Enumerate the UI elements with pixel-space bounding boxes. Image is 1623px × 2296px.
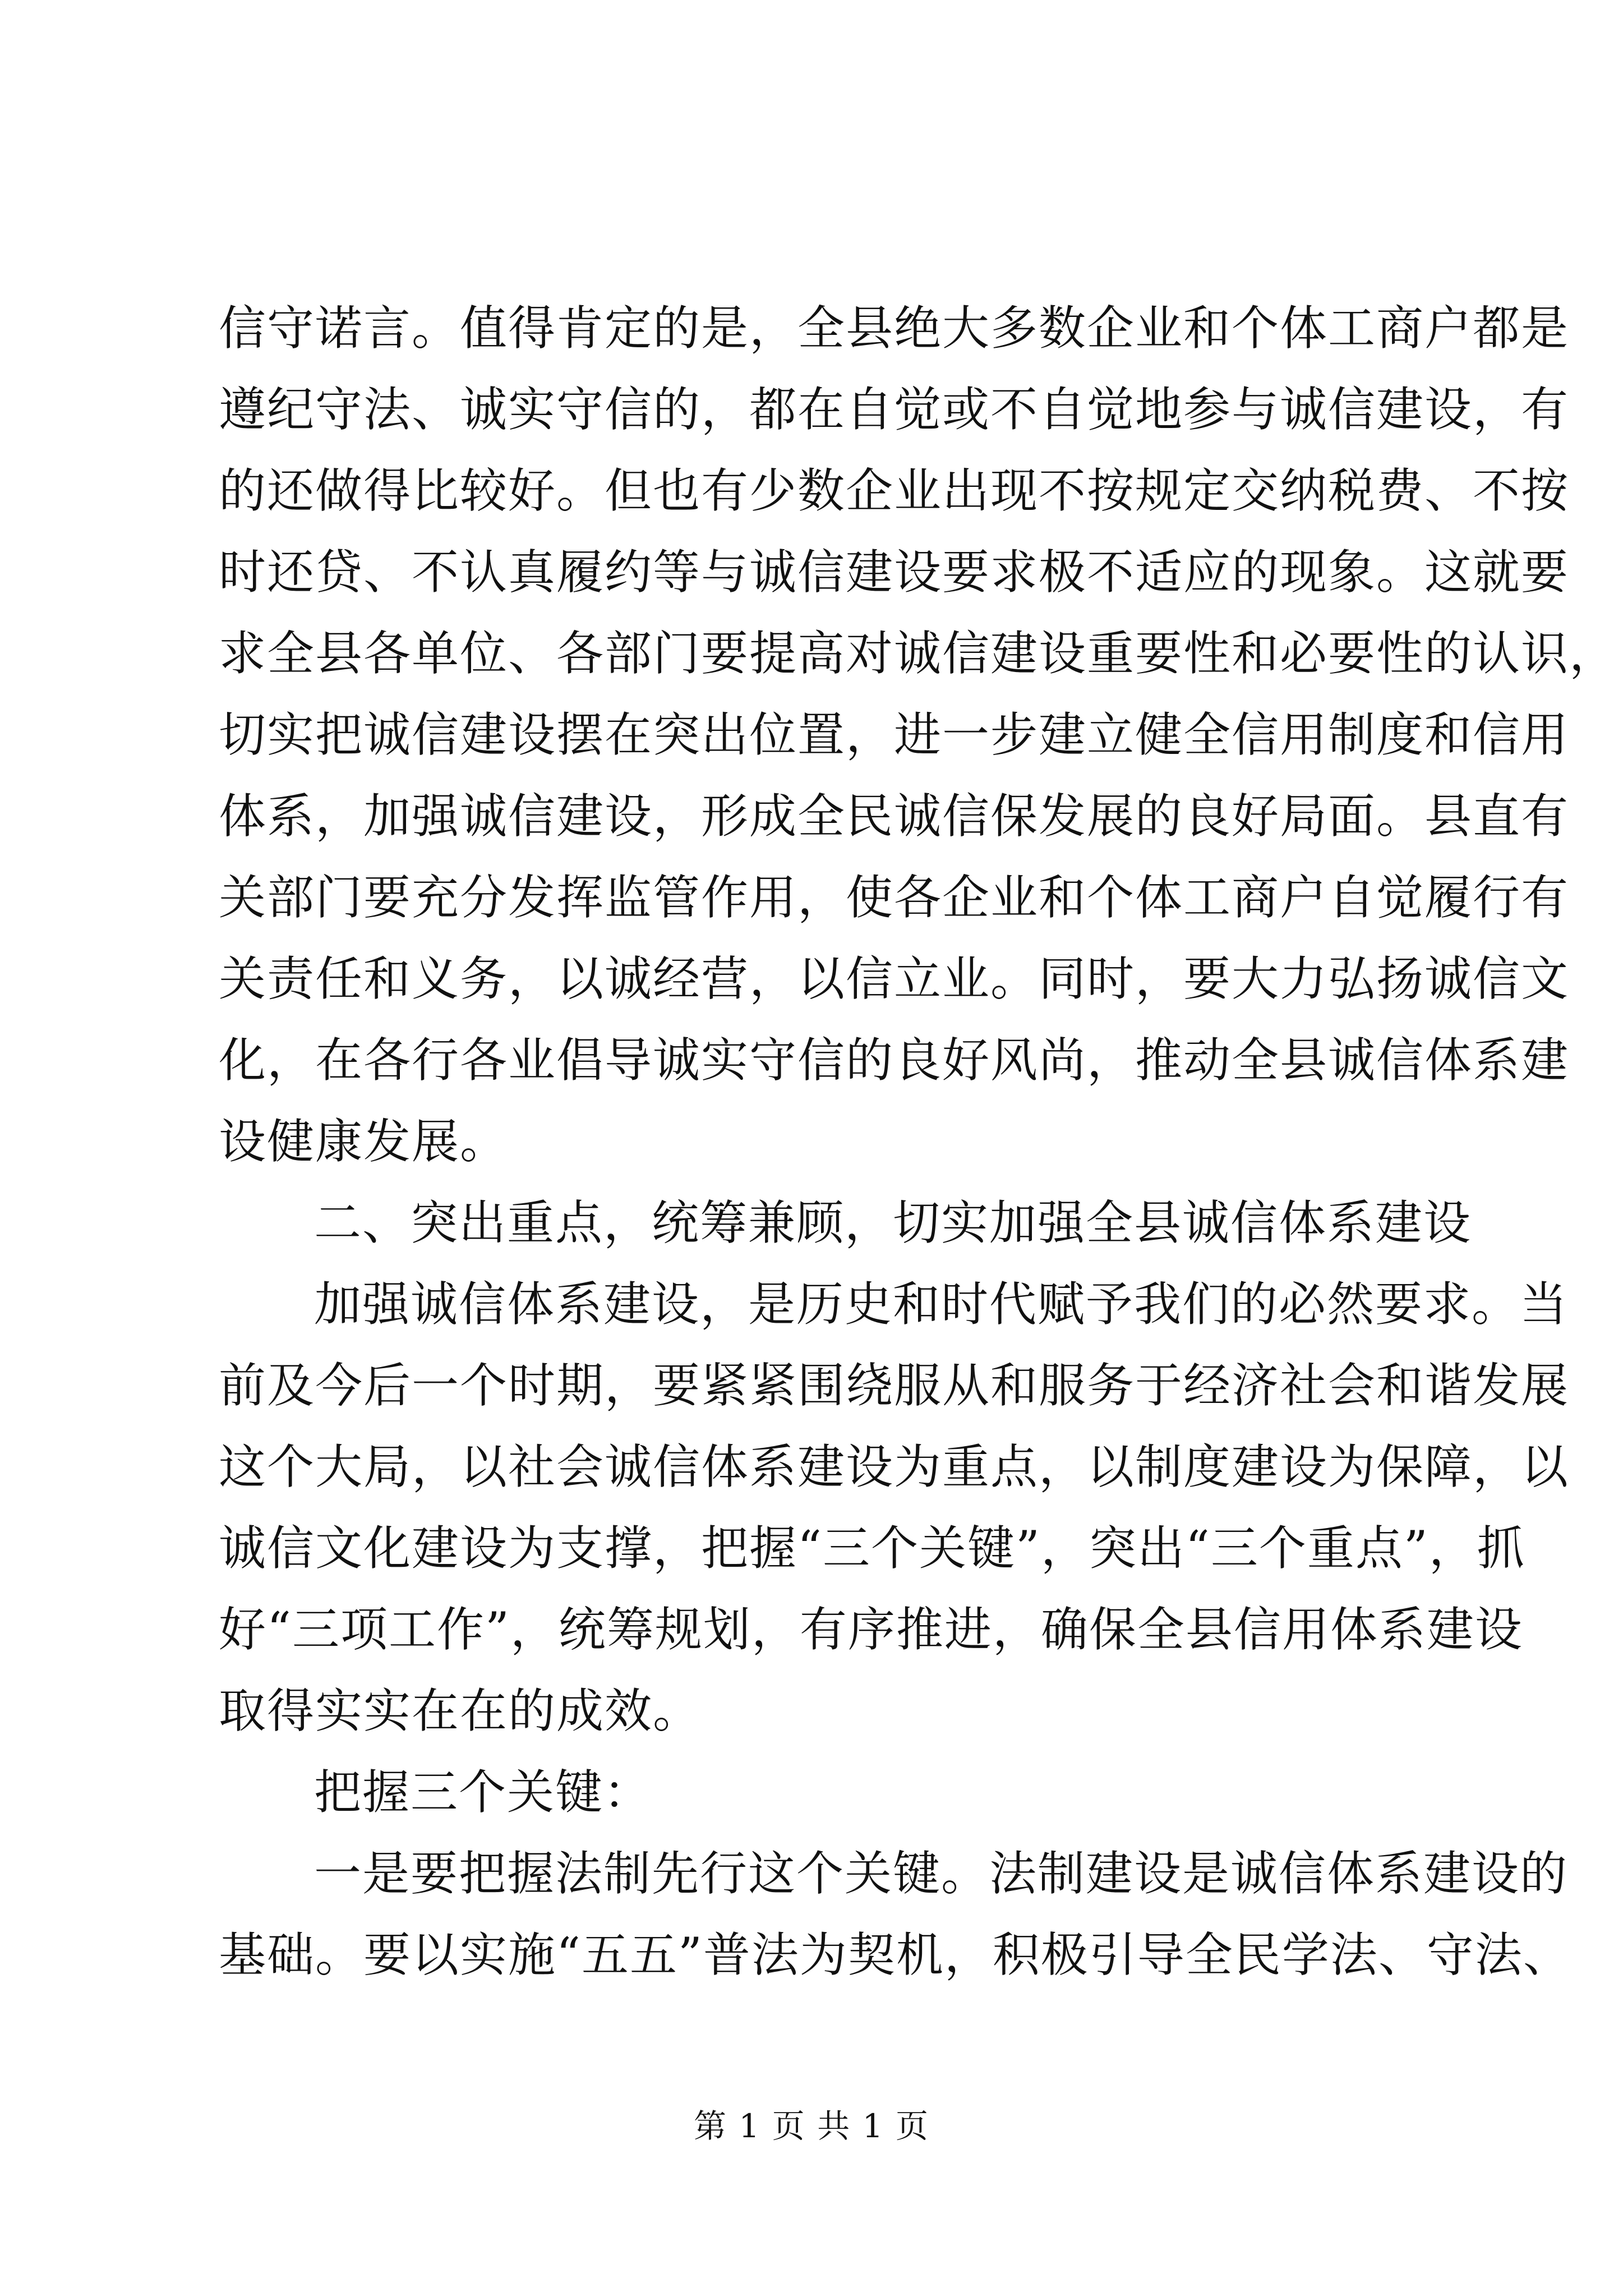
paragraph-line-14: 这个大局，以社会诚信体系建设为重点，以制度建设为保障，以 <box>219 1439 1570 1494</box>
paragraph-line-2: 遵纪守法、诚实守信的，都在自觉或不自觉地参与诚信建设，有 <box>219 382 1570 437</box>
page-number-footer: 第 1 页 共 1 页 <box>694 2107 929 2145</box>
paragraph-line-1: 信守诺言。值得肯定的是，全县绝大多数企业和个体工商户都是 <box>219 301 1570 356</box>
paragraph-line-8: 关部门要充分发挥监管作用，使各企业和个体工商户自觉履行有 <box>219 870 1570 925</box>
paragraph-line-7: 体系，加强诚信建设，形成全民诚信保发展的良好局面。县直有 <box>219 789 1570 844</box>
paragraph-line-19: 基础。要以实施“五五”普法为契机，积极引导全民学法、守法、 <box>219 1927 1571 1982</box>
paragraph-line-9: 关责任和义务，以诚经营，以信立业。同时，要大力弘扬诚信文 <box>219 951 1570 1006</box>
paragraph-line-18: 一是要把握法制先行这个关键。法制建设是诚信体系建设的 <box>314 1846 1569 1901</box>
paragraph-line-12: 加强诚信体系建设，是历史和时代赋予我们的必然要求。当 <box>314 1277 1569 1332</box>
paragraph-line-15: 诚信文化建设为支撑，把握“三个关键”，突出“三个重点”，抓 <box>219 1521 1525 1576</box>
paragraph-line-17: 取得实实在在的成效。 <box>219 1683 702 1738</box>
paragraph-line-16: 好“三项工作”，统筹规划，有序推进，确保全县信用体系建设 <box>219 1602 1523 1657</box>
paragraph-line-13: 前及今后一个时期，要紧紧围绕服从和服务于经济社会和谐发展 <box>219 1358 1570 1413</box>
paragraph-line-6: 切实把诚信建设摆在突出位置，进一步建立健全信用制度和信用 <box>219 707 1570 762</box>
paragraph-line-3: 的还做得比较好。但也有少数企业出现不按规定交纳税费、不按 <box>219 463 1570 518</box>
paragraph-line-11: 设健康发展。 <box>219 1114 509 1169</box>
section-heading: 二、突出重点，统筹兼顾，切实加强全县诚信体系建设 <box>314 1195 1472 1250</box>
paragraph-line-5: 求全县各单位、各部门要提高对诚信建设重要性和必要性的认识， <box>219 626 1618 681</box>
paragraph-line-4: 时还贷、不认真履约等与诚信建设要求极不适应的现象。这就要 <box>219 545 1570 600</box>
subheading-key-points: 把握三个关键： <box>314 1765 652 1820</box>
paragraph-line-10: 化，在各行各业倡导诚实守信的良好风尚，推动全县诚信体系建 <box>219 1033 1570 1088</box>
